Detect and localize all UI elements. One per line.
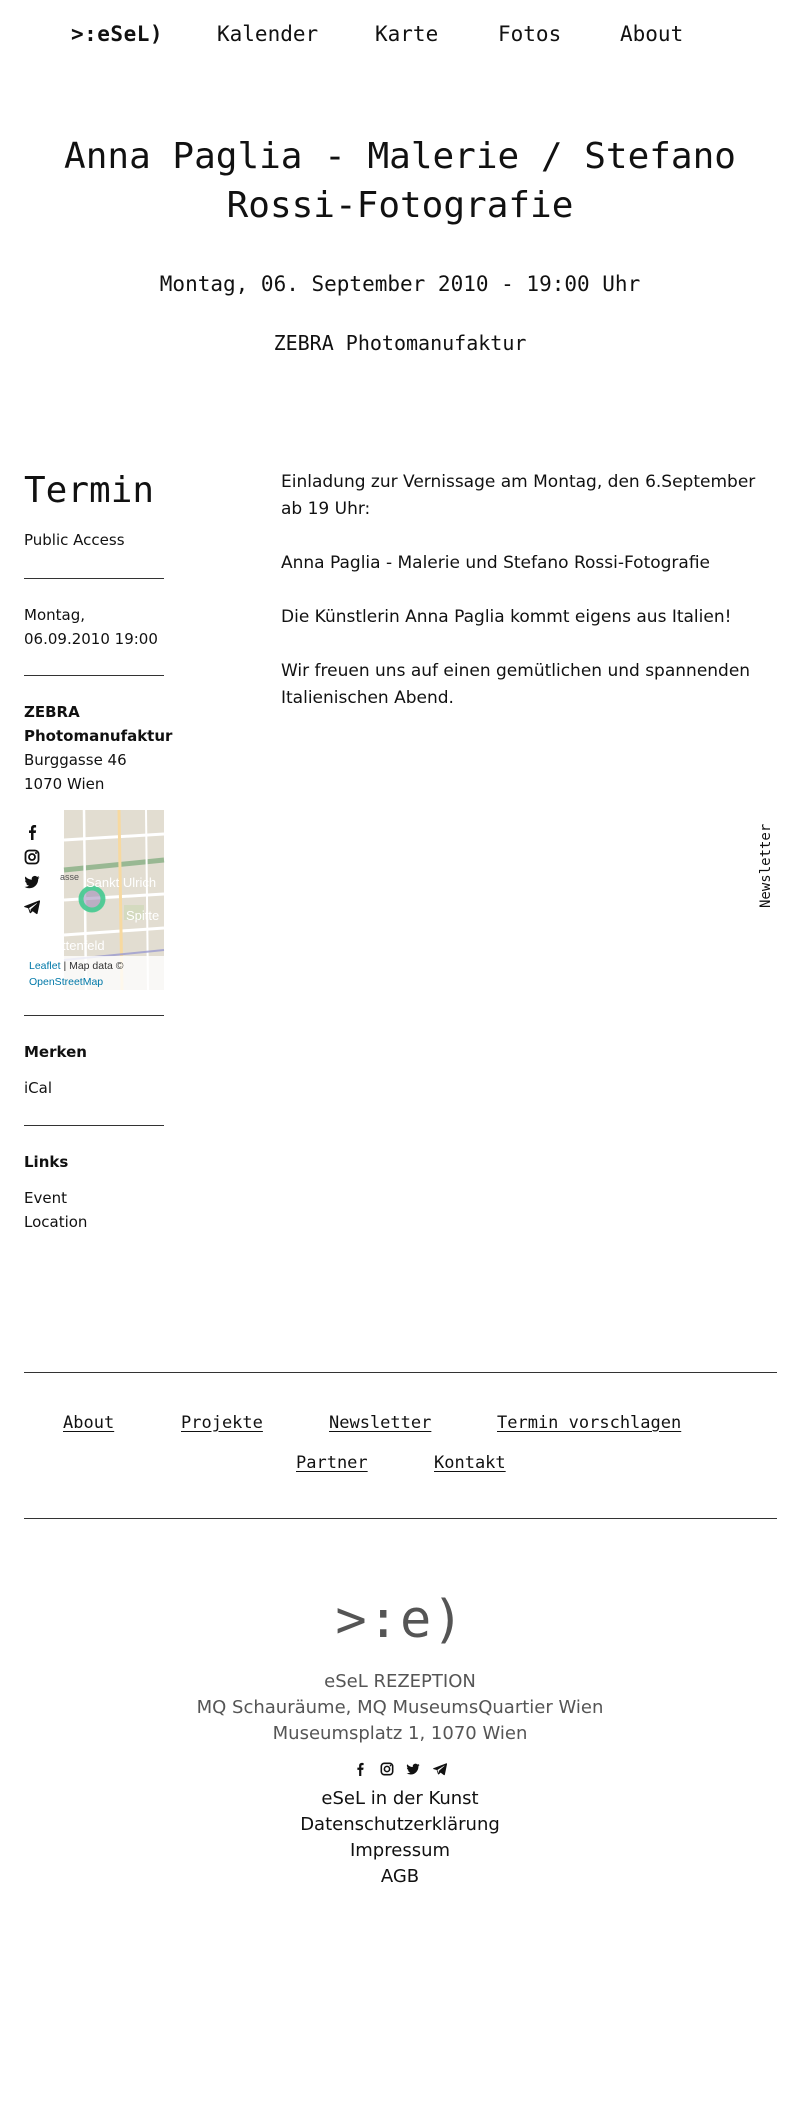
map-label: Sankt Ulrich [86,875,157,890]
newsletter-tab[interactable]: Newsletter [758,823,774,908]
reception-place: MQ Schauräume, MQ MuseumsQuartier Wien [196,1697,604,1718]
event-venue[interactable]: ZEBRA Photomanufaktur [273,331,527,355]
footer-link-about[interactable]: About [63,1413,115,1433]
date-line-2: 06.09.2010 19:00 [24,630,158,648]
footer-link-kontakt[interactable]: Kontakt [434,1453,506,1473]
address-line-1: Burggasse 46 [24,751,127,769]
links-heading: Links [24,1153,69,1171]
nav-item-fotos[interactable]: Fotos [498,22,562,46]
merken-heading: Merken [24,1043,87,1061]
map-label: Spitte [126,908,160,923]
footer-link-newsletter[interactable]: Newsletter [329,1413,432,1433]
footer-nav-agb[interactable]: AGB [380,1866,420,1887]
footer-link-partner[interactable]: Partner [296,1453,368,1473]
twitter-icon[interactable] [406,1762,420,1776]
content-paragraph: Wir freuen uns auf einen gemütlichen und spannenden Italienischen Abend. [281,661,751,708]
content-paragraph: Die Künstlerin Anna Paglia kommt eigens aus Italien! [281,607,732,627]
divider [24,1015,164,1016]
ical-link[interactable]: iCal [24,1079,53,1097]
divider [24,578,164,579]
location-link[interactable]: Location [24,1213,88,1231]
telegram-icon[interactable] [24,899,40,915]
footer-nav-impressum[interactable]: Impressum [349,1840,451,1861]
content-paragraph: Anna Paglia - Malerie und Stefano Rossi-Fotografie [281,553,711,573]
reception-name: eSeL REZEPTION [324,1671,476,1692]
telegram-icon[interactable] [433,1762,447,1776]
venue-name-line-1[interactable]: ZEBRA [24,703,80,721]
sidebar-heading: Termin [24,470,155,511]
share-icons [24,824,44,924]
footer-social-icons [0,1760,800,1778]
map-label: ttenfeld [62,938,105,953]
leaflet-link[interactable]: Leaflet [29,960,61,972]
attribution-text: | Map data © [60,960,124,972]
reception-address: Museumsplatz 1, 1070 Wien [272,1723,528,1744]
footer-nav-datenschutz[interactable]: Datenschutzerklärung [300,1814,500,1835]
divider [24,675,164,676]
access-label: Public Access [24,531,125,549]
site-logo[interactable]: >:eSeL) [71,22,164,46]
venue-name-line-2[interactable]: Photomanufaktur [24,727,173,745]
footer-divider [24,1372,777,1373]
divider [24,1125,164,1126]
event-title: Anna Paglia - Malerie / Stefano Rossi-Fotografie [64,136,736,226]
twitter-icon[interactable] [24,874,40,890]
footer-divider [24,1518,777,1519]
facebook-icon[interactable] [353,1762,367,1776]
osm-link[interactable]: OpenStreetMap [29,976,104,988]
map-label: asse [60,872,80,882]
map-attribution [24,956,164,990]
footer-link-projekte[interactable]: Projekte [181,1413,263,1433]
facebook-icon[interactable] [24,824,40,840]
content-paragraph: Einladung zur Vernissage am Montag, den 6.September ab 19 Uhr: [281,472,756,519]
event-datetime: Montag, 06. September 2010 - 19:00 Uhr [159,272,641,296]
footer-nav-esel-kunst[interactable]: eSeL in der Kunst [321,1788,479,1809]
nav-item-karte[interactable]: Karte [375,22,439,46]
instagram-icon[interactable] [24,849,40,865]
top-navigation [0,22,800,52]
nav-item-about[interactable]: About [620,22,684,46]
footer-logo[interactable]: >:e) [335,1590,465,1650]
event-link[interactable]: Event [24,1189,67,1207]
footer-link-termin-vorschlagen[interactable]: Termin vorschlagen [497,1413,682,1433]
nav-item-kalender[interactable]: Kalender [217,22,319,46]
date-line-1: Montag, [24,606,85,624]
instagram-icon[interactable] [380,1762,394,1776]
address-line-2: 1070 Wien [24,775,105,793]
